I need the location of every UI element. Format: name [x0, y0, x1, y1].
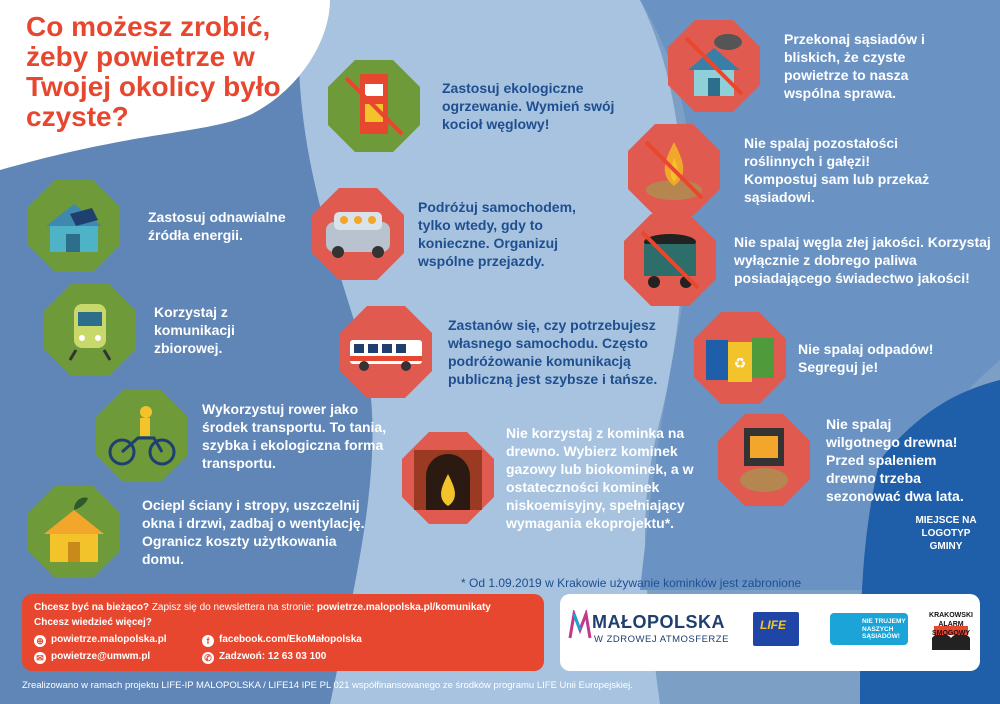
newsletter-link[interactable]: powietrze.malopolska.pl/komunikaty: [316, 602, 491, 613]
tip-text: Nie spalaj węgla złej jakości. Korzystaj wyłącznie z dobrego paliwa posiadającego świadectwo jakości!: [734, 234, 991, 286]
house-solar-panel-icon: [28, 180, 120, 272]
newsletter-line: [34, 602, 491, 613]
more-info-label: Chcesz wiedzieć więcej?: [34, 617, 152, 628]
phone-number[interactable]: Zadzwoń: 12 63 03 100: [219, 651, 327, 662]
bus-icon: [340, 306, 432, 398]
email-link[interactable]: powietrze@umwm.pl: [51, 651, 151, 662]
tip-no-burning-plants: [628, 124, 944, 216]
tip-text: Wykorzystuj rower jako środek transportu. To tania, szybka i ekologiczna forma transportu.: [202, 401, 387, 471]
tip-coal-quality: [624, 214, 994, 306]
tip-text: Zastosuj odnawialne źródła energii.: [148, 209, 286, 243]
envelope-icon: ✉: [34, 652, 46, 664]
krakowski-alarm-smogowy-text: KRAKOWSKI ALARM SMOGOWY: [929, 612, 973, 637]
stove-firewood-icon: [718, 414, 810, 506]
insulated-house-icon: [28, 486, 120, 578]
tip-text: Przekonaj sąsiadów i bliskich, że czyste powietrze to nasza wspólna sprawa.: [784, 31, 925, 101]
tip-text: Nie spalaj wilgotnego drewna! Przed spaleniem drewno trzeba sezonować dwa lata.: [826, 416, 964, 504]
tip-text: Zastosuj ekologiczne ogrzewanie. Wymień swój kocioł węglowy!: [442, 80, 615, 132]
train-icon: [44, 284, 136, 376]
tip-text: Nie spalaj odpadów! Segreguj je!: [798, 341, 934, 375]
globe-icon: ⊕: [34, 635, 46, 647]
newsletter-text: Zapisz się do newslettera na stronie:: [151, 602, 315, 613]
tip-text: Nie korzystaj z kominka na drewno. Wybierz kominek gazowy lub biokominek, a w ostateczności kominek niskoemisyjny, spełniający wymagania ekoprojektu*.: [506, 425, 694, 531]
website-link[interactable]: powietrze.malopolska.pl: [51, 634, 167, 645]
tip-eco-heating: [328, 60, 627, 152]
phone-contact[interactable]: [202, 651, 326, 664]
project-info: Zrealizowano w ramach projektu LIFE-IP MALOPOLSKA / LIFE14 IPE PL 021 współfinansowanego ze środków programu LIFE Unii Europejskiej.: [22, 680, 633, 691]
car-passengers-icon: [312, 188, 404, 280]
cyclist-icon: [96, 390, 188, 482]
tip-text: Podróżuj samochodem, tylko wtedy, gdy to konieczne. Organizuj wspólne przejazdy.: [418, 199, 576, 269]
coal-cart-crossed-icon: [624, 214, 716, 306]
partner-logos: [560, 594, 980, 671]
municipality-logo-placeholder: MIEJSCE NA LOGOTYP GMINY: [915, 515, 977, 552]
recycling-bins-icon: [694, 312, 786, 404]
newsletter-bold: Chcesz być na bieżąco?: [34, 602, 150, 613]
website-contact[interactable]: [34, 634, 167, 647]
page-title: Co możesz zrobić, żeby powietrze w Twojej okolicy było czyste?: [26, 11, 281, 132]
tip-dry-wood: [718, 414, 966, 506]
tip-renewable-energy: [28, 180, 308, 272]
life-logo: LIFE: [760, 618, 786, 632]
fireplace-icon: [402, 432, 494, 524]
tip-bicycle: [96, 390, 392, 482]
facebook-link[interactable]: facebook.com/EkoMałopolska: [219, 634, 362, 645]
email-contact[interactable]: [34, 651, 150, 664]
nie-trujemy-text: NIE TRUJEMY NASZYCH SĄSIADÓW!: [862, 618, 906, 640]
malopolska-subtitle: W ZDROWEJ ATMOSFERZE: [594, 634, 729, 645]
facebook-contact[interactable]: [202, 634, 362, 647]
tip-fireplace: [402, 424, 696, 532]
tip-convince-neighbours: [668, 20, 934, 112]
contact-box: [22, 594, 544, 671]
tip-no-waste-burning: [694, 312, 948, 404]
malopolska-name: MAŁOPOLSKA: [592, 612, 725, 632]
smoking-house-crossed-icon: [668, 20, 760, 112]
coal-boiler-crossed-icon: [328, 60, 420, 152]
facebook-icon: f: [202, 635, 214, 647]
tip-text: Nie spalaj pozostałości roślinnych i gałęzi! Kompostuj sam lub przekaż sąsiadowi.: [744, 135, 930, 205]
tip-text: Korzystaj z komunikacji zbiorowej.: [154, 304, 235, 356]
tip-public-transport: [44, 284, 284, 376]
malopolska-logo-icon: [568, 610, 592, 640]
tip-insulation: [28, 486, 380, 578]
footnote: * Od 1.09.2019 w Krakowie używanie kominków jest zabronione: [461, 576, 802, 590]
tip-public-transport-bus: [340, 306, 660, 398]
tip-car-sharing: [312, 188, 578, 280]
svg-text:♻: ♻: [733, 356, 747, 372]
tip-text: Ociepl ściany i stropy, uszczelnij okna i drzwi, zadbaj o wentylację. Ogranicz koszty użytkowania domu.: [142, 497, 365, 567]
tip-text: Zastanów się, czy potrzebujesz własnego samochodu. Często podróżowanie komunikacją publiczną jest szybsze i tańsze.: [448, 317, 658, 387]
phone-icon: ✆: [202, 652, 214, 664]
bonfire-crossed-icon: [628, 124, 720, 216]
